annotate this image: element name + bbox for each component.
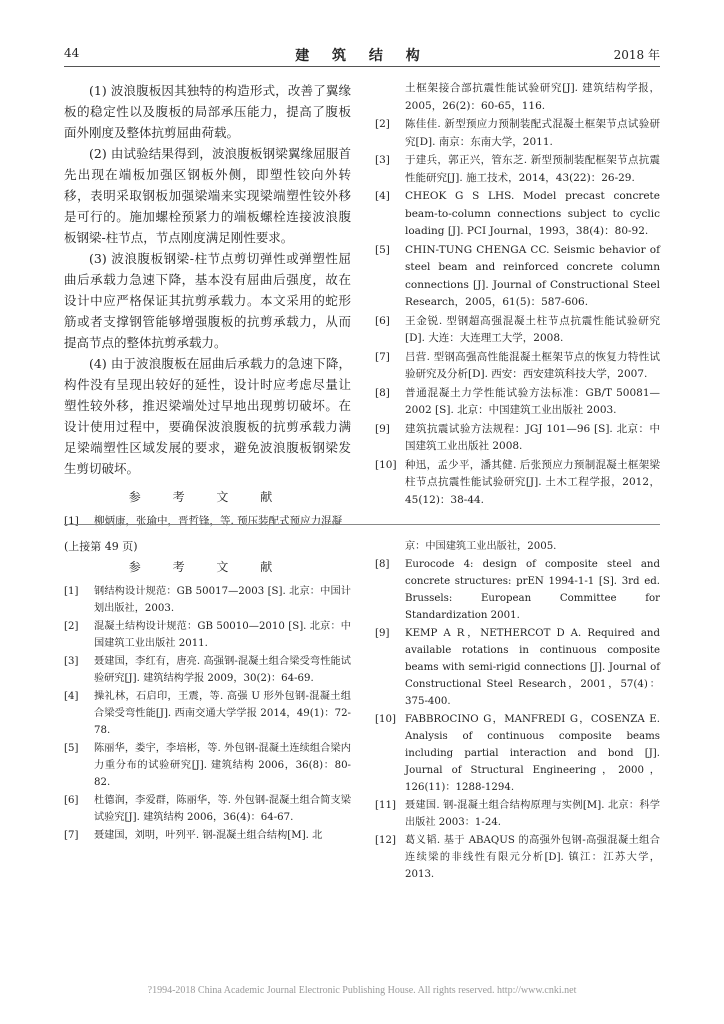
reference-item [375, 116, 660, 151]
reference-text: CHEOK G S LHS. Model precast concrete beam-to-column connections subject to cyclic loading [J]. PCI Journal，1993，38(4)：80-92. [405, 190, 660, 237]
reference-text: CHIN-TUNG CHENGA CC. Seismic behavior of steel beam and reinforced concrete column connections [J]. Journal of Constructional Steel Research，2005，61(5)：587-606. [405, 243, 660, 308]
reference-text: 操礼林，石启印，王震，等. 高强 U 形外包钢-混凝土组合梁受弯性能[J]. 西南交通大学学报 2014，49(1)：72-78. [94, 691, 351, 736]
reference-item [375, 152, 660, 187]
reference-item [375, 80, 660, 115]
paragraph: (4) 由于波浪腹板在屈曲后承载力的急速下降，构件没有呈现出较好的延性，设计时应考虑尽量让塑性较外移，推迟梁端处过早地出现剪切破坏。在设计使用过程中，要确保波浪腹板的抗剪承载力满足梁端塑性区域发展的要求，避免波浪腹板钢梁发生剪切破坏。 [64, 356, 351, 476]
reference-item [64, 653, 351, 687]
header-rule [64, 66, 660, 67]
reference-item [375, 625, 660, 710]
reference-item [375, 538, 660, 555]
reference-text: 普通混凝土力学性能试验方法标准：GB/T 50081—2002 [S]. 北京：中国建筑工业出版社 2003. [405, 386, 660, 416]
conclusion-paragraphs [64, 80, 351, 479]
reference-text: 混凝土结构设计规范：GB 50010—2010 [S]. 北京：中国建筑工业出版社 2011. [94, 621, 351, 649]
reference-item [375, 797, 660, 831]
reference-item [375, 188, 660, 241]
reference-number: [2] [64, 621, 79, 632]
reference-number: [4] [375, 190, 390, 202]
page-header [64, 46, 660, 66]
reference-text: 陈丽华，娄宇，李培彬，等. 外包钢-混凝土连续组合梁内力重分布的试验研究[J]. 建筑结构 2006，36(8)：80-82. [94, 743, 351, 788]
reference-list [375, 80, 660, 509]
section-divider [64, 524, 660, 525]
reference-number: [7] [64, 830, 79, 841]
journal-title: 建 筑 结 构 [295, 48, 429, 64]
reference-list [64, 513, 351, 531]
reference-text: 建筑抗震试验方法规程：JGJ 101—96 [S]. 北京：中国建筑工业出版社 2008. [405, 422, 660, 452]
reference-text: 土框架接合部抗震性能试验研究[J]. 建筑结构学报，2005，26(2)：60-65，116. [405, 82, 660, 112]
reference-number: [1] [64, 586, 79, 597]
reference-item [64, 583, 351, 617]
reference-item [375, 242, 660, 312]
reference-text: 柳炳康，张瑜中，晋哲锋，等. 预压装配式预应力混凝 [94, 515, 343, 527]
reference-number: [5] [375, 243, 390, 256]
page-number: 44 [64, 46, 80, 60]
reference-text: FABBROCINO G，MANFREDI G，COSENZA E. Analysis of continuous composite beams including partial interaction and bond [J]. Journal of Structural Engineering，2000，126(11)：1288-1294. [405, 714, 660, 793]
copyright-footer: ?1994-2018 China Academic Journal Electronic Publishing House. All rights reserved. http://www.cnki.net [147, 985, 577, 996]
reference-item [64, 792, 351, 826]
reference-number: [3] [64, 656, 79, 667]
reference-list [375, 538, 660, 883]
reference-number: [11] [375, 800, 396, 811]
reference-number: [8] [375, 559, 390, 570]
reference-number: [6] [375, 314, 390, 327]
reference-text: 吕营. 型钢高强高性能混凝土框架节点的恢复力特性试验研究及分析[D]. 西安：西安建筑科技大学，2007. [405, 350, 660, 380]
reference-number: [10] [375, 714, 396, 725]
reference-text: 王金锐. 型钢超高强混凝土柱节点抗震性能试验研究[D]. 大连：大连理工大学，2008. [405, 314, 660, 344]
reference-text: 京：中国建筑工业出版社，2005. [405, 541, 557, 552]
reference-item [64, 827, 351, 844]
reference-number: [3] [375, 154, 390, 166]
reference-text: 葛义韬. 基于 ABAQUS 的高强外包钢-高强混凝土组合连续梁的非线性有限元分析[D]. 镇江：江苏大学，2013. [405, 835, 660, 880]
reference-number: [8] [375, 386, 390, 399]
paragraph: (2) 由试验结果得到，波浪腹板钢梁翼缘屈服首先出现在端板加强区钢板外侧，即塑性铰向外转移，表明采取钢板加强梁端来实现梁端塑性铰外移是可行的。施加螺栓预紧力的端板螺栓连接波浪腹板钢梁-柱节点，节点刚度满足刚性要求。 [64, 146, 351, 245]
references-heading: 参 考 文 献 [128, 560, 287, 574]
reference-item [375, 457, 660, 510]
reference-item [375, 832, 660, 883]
reference-number: [12] [375, 835, 396, 846]
reference-text: 聂建国. 钢-混凝土组合结构原理与实例[M]. 北京：科学出版社 2003：1-24. [405, 800, 660, 828]
reference-item [64, 513, 351, 531]
reference-text: 聂建国，刘明，叶列平. 钢-混凝土组合结构[M]. 北 [94, 830, 323, 841]
reference-number: [2] [375, 118, 390, 130]
reference-number: [5] [64, 743, 79, 754]
reference-item [375, 421, 660, 456]
reference-text: 钢结构设计规范：GB 50017—2003 [S]. 北京：中国计划出版社，2003. [94, 586, 351, 614]
reference-text: 于建兵，郭正兴，管东芝. 新型预制装配框架节点抗震性能研究[J]. 施工技术，2014，43(22)：26-29. [405, 154, 660, 184]
reference-item [64, 740, 351, 791]
reference-number: [6] [64, 795, 79, 806]
bottom-right-column [375, 538, 660, 884]
reference-text: 陈佳佳. 新型预应力预制装配式混凝土框架节点试验研究[D]. 南京：东南大学，2011. [405, 118, 660, 148]
reference-text: 杜德润，李爱群，陈丽华，等. 外包钢-混凝土组合简支梁试验究[J]. 建筑结构 2006，36(4)：64-67. [94, 795, 351, 823]
reference-text: KEMP A R，NETHERCOT D A. Required and available rotations in continuous composite beams with semi-rigid connections [J]. Journal of Constructional Steel Research，2001，57(4)：375-400. [405, 628, 660, 707]
reference-number: [9] [375, 422, 390, 435]
reference-item [375, 711, 660, 796]
top-left-column [64, 80, 351, 532]
reference-item [375, 385, 660, 420]
reference-number: [4] [64, 691, 79, 702]
paragraph: (1) 波浪腹板因其独特的构造形式，改善了翼缘板的稳定性以及腹板的局部承压能力，提高了腹板面外刚度及整体抗剪屈曲荷载。 [64, 83, 351, 140]
reference-number: [9] [375, 628, 390, 639]
continued-from-note: (上接第 49 页) [64, 540, 138, 553]
reference-item [375, 313, 660, 348]
top-right-column [375, 80, 660, 510]
issue-year: 2018 年 [613, 48, 660, 62]
reference-item [64, 618, 351, 652]
reference-number: [7] [375, 350, 390, 363]
reference-number: [10] [375, 458, 397, 471]
reference-text: 聂建国，李红有，唐亮. 高强钢-混凝土组合梁受弯性能试验研究[J]. 建筑结构学报 2009，30(2)：64-69. [94, 656, 351, 684]
reference-text: 种迅，孟少平，潘其健. 后张预应力预制混凝土框架梁柱节点抗震性能试验研究[J]. 土木工程学报，2012，45(12)：38-44. [405, 458, 660, 506]
references-heading: 参 考 文 献 [128, 490, 287, 504]
paragraph: (3) 波浪腹板钢梁-柱节点剪切弹性或弹塑性屈曲后承载力急速下降，基本没有屈曲后强度，故在设计中应严格保证其抗剪承载力。本文采用的蛇形筋或者支撑钢管能够增强腹板的抗剪承载力，从而提高节点的整体抗剪承载力。 [64, 251, 351, 350]
reference-item [375, 349, 660, 384]
reference-number: [1] [64, 515, 79, 527]
reference-text: Eurocode 4: design of composite steel and concrete structures: prEN 1994-1-1 [S]. 3rd ed. Brussels: European Committee for Standardization 2001. [405, 559, 660, 621]
reference-list [64, 583, 351, 844]
reference-item [375, 556, 660, 624]
reference-item [64, 688, 351, 739]
bottom-left-column [64, 538, 351, 845]
